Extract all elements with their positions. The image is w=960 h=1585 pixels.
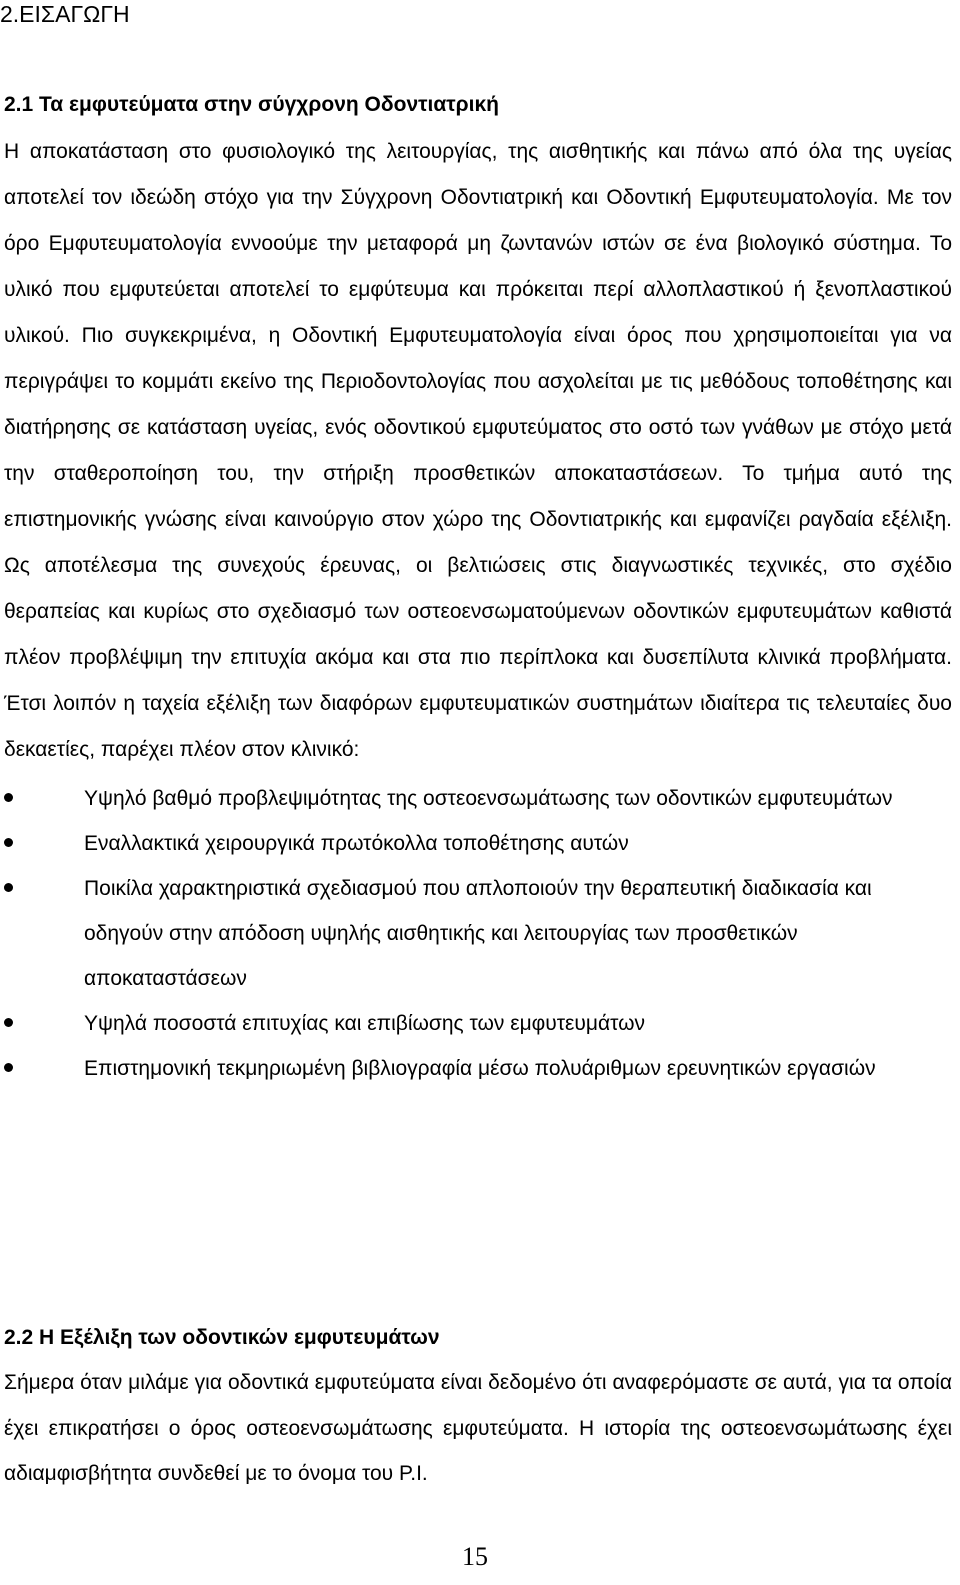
list-item: [4, 776, 952, 821]
section-heading: 2.1 Τα εμφυτεύματα στην σύγχρονη Οδοντιατρική: [4, 93, 499, 116]
list-item-text: Επιστημονική τεκμηριωμένη βιβλιογραφία μέσω πολυάριθμων ερευνητικών εργασιών: [84, 1057, 876, 1080]
list-item: [4, 821, 952, 866]
section-2-2: [4, 1325, 952, 1497]
section-2-1: [4, 92, 952, 1091]
body-paragraph: Η αποκατάσταση στο φυσιολογικό της λειτουργίας, της αισθητικής και πάνω από όλα της υγείας αποτελεί τον ιδεώδη στόχο για την Σύγχρονη Οδοντιατρική και Οδοντική Εμφυτευματολογία. Με τον όρο Εμφυτευματολογία εννοούμε την μεταφορά μη ζωντανών ιστών σε ένα βιολογικό σύστημα. Το υλικό που εμφυτεύεται αποτελεί το εμφύτευμα και πρόκειται περί αλλοπλαστικού ή ξενοπλαστικού υλικού. Πιο συγκεκριμένα, η Οδοντική Εμφυτευματολογία είναι όρος που χρησιμοποιείται για να περιγράψει το κομμάτι εκείνο της Περιοδοντολογίας που ασχολείται με τις μεθόδους τοποθέτησης και διατήρησης σε κατάσταση υγείας, ενός οδοντικού εμφυτεύματος στο οστό των γνάθων με στόχο μετά την σταθεροποίηση του, την στήριξη προσθετικών αποκαταστάσεων. Το τμήμα αυτό της επιστημονικής γνώσης είναι καινούργιο στον χώρο της Οδοντιατρικής και εμφανίζει ραγδαία εξέλιξη. Ως αποτέλεσμα της συνεχούς έρευνας, οι βελτιώσεις στις διαγνωστικές τεχνικές, στο σχέδιο θεραπείας και κυρίως στο σχεδιασμό των οστεοενσωματούμενων οδοντικών εμφυτευμάτων καθιστά πλέον προβλέψιμη την επιτυχία ακόμα και στα πιο περίπλοκα και δυσεπίλυτα κλινικά προβλήματα. Έτσι λοιπόν η ταχεία εξέλιξη των διαφόρων εμφυτευματικών συστημάτων ιδιαίτερα τις τελευταίες δυο δεκαετίες, παρέχει πλέον στον κλινικό:: [4, 140, 952, 761]
list-item-text: Υψηλά ποσοστά επιτυχίας και επιβίωσης των εμφυτευμάτων: [84, 1012, 646, 1035]
bullet-icon: [4, 1063, 13, 1072]
bullet-icon: [4, 883, 13, 892]
chapter-title: 2.ΕΙΣΑΓΩΓΗ: [0, 1, 130, 27]
bullet-icon: [4, 793, 13, 802]
bullet-list: [4, 776, 952, 1091]
list-item: [4, 866, 952, 1001]
list-item: [4, 1046, 952, 1091]
list-item-text: Εναλλακτικά χειρουργικά πρωτόκολλα τοποθέτησης αυτών: [84, 832, 629, 855]
list-item-text: Ποικίλα χαρακτηριστικά σχεδιασμού που απλοποιούν την θεραπευτική διαδικασία και οδηγούν στην απόδοση υψηλής αισθητικής και λειτουργίας των προσθετικών αποκαταστάσεων: [84, 877, 872, 990]
bullet-icon: [4, 1018, 13, 1027]
list-item: [4, 1001, 952, 1046]
list-item-text: Υψηλό βαθμό προβλεψιμότητας της οστεοενσωμάτωσης των οδοντικών εμφυτευμάτων: [84, 787, 893, 810]
page-number: 15: [462, 1542, 488, 1571]
body-paragraph: Σήμερα όταν μιλάμε για οδοντικά εμφυτεύματα είναι δεδομένο ότι αναφερόμαστε σε αυτά, για τα οποία έχει επικρατήσει ο όρος οστεοενσωμάτωσης εμφυτεύματα. Η ιστορία της οστεοενσωμάτωσης έχει αδιαμφισβήτητα συνδεθεί με το όνομα του P.I.: [4, 1371, 952, 1485]
section-heading: 2.2 Η Εξέλιξη των οδοντικών εμφυτευμάτων: [4, 1326, 440, 1349]
bullet-icon: [4, 838, 13, 847]
